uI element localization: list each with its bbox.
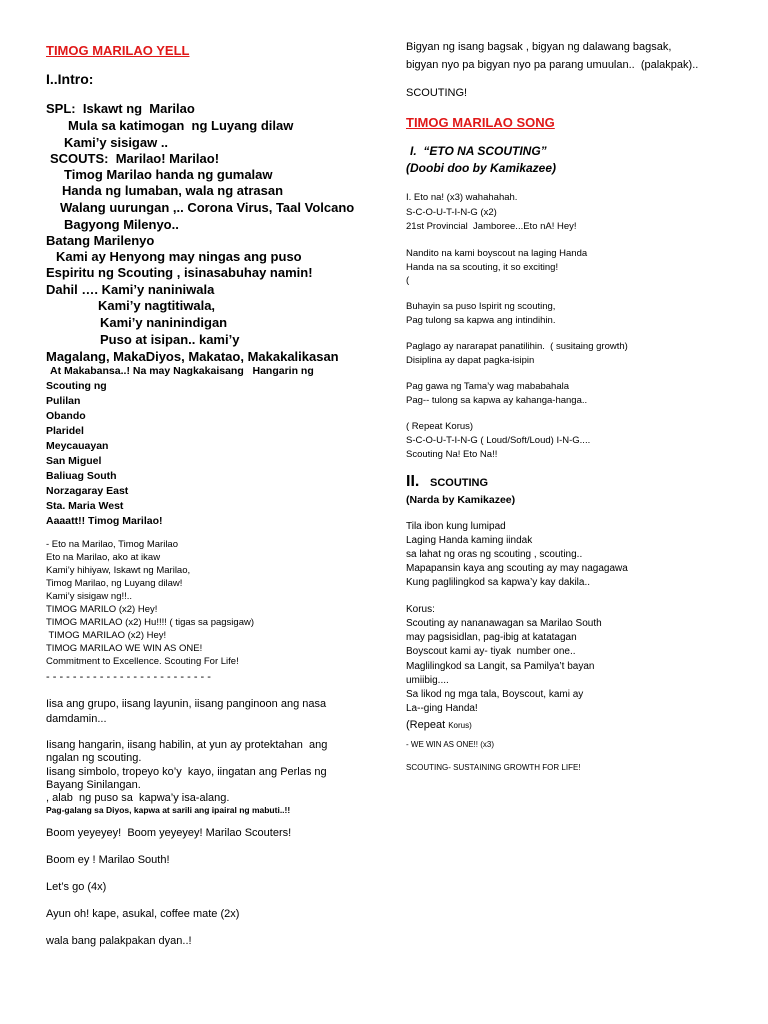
yell-line: Batang Marilenyo xyxy=(46,233,155,248)
song1-line: S-C-O-U-T-I-N-G ( Loud/Soft/Loud) I-N-G.... xyxy=(406,435,591,446)
yell-line: Mula sa katimogan ng Luyang dilaw xyxy=(68,118,294,133)
town-line: San Miguel xyxy=(46,455,102,467)
chant-line: - Eto na Marilao, Timog Marilao xyxy=(46,539,178,550)
pledge-line: , alab ng puso sa kapwa’y isa-alang. xyxy=(46,792,230,804)
song1-line: Buhayin sa puso Ispirit ng scouting, xyxy=(406,301,556,312)
scouting-shout: SCOUTING! xyxy=(406,87,468,99)
repeat-korus xyxy=(406,716,472,733)
song2-number: II. xyxy=(406,473,420,490)
pledge-line: Iisang simbolo, tropeyo ko’y kayo, iingatan ang Perlas ng xyxy=(46,766,327,778)
song1-line: ( Repeat Korus) xyxy=(406,421,474,432)
song1-line: Disiplina ay dapat pagka-isipin xyxy=(406,355,535,366)
end-line: SCOUTING- SUSTAINING GROWTH FOR LIFE! xyxy=(406,763,581,772)
yell-title: TIMOG MARILAO YELL xyxy=(46,43,190,58)
chant-line: Kami’y sisigaw ng!!.. xyxy=(46,591,133,602)
clap-line: Bigyan ng isang bagsak , bigyan ng dalawang bagsak, xyxy=(406,41,672,53)
yell-line: Magalang, MakaDiyos, Makatao, Makakalikasan xyxy=(46,349,339,364)
chant-line: TIMOG MARILAO WE WIN AS ONE! xyxy=(46,643,203,654)
song2-line: umiibig.... xyxy=(406,675,449,686)
song1-line: Scouting Na! Eto Na!! xyxy=(406,449,498,460)
clap-line: bigyan nyo pa bigyan nyo pa parang umuulan.. (palakpak).. xyxy=(406,59,699,71)
chant-line: Timog Marilao, ng Luyang dilaw! xyxy=(46,578,183,589)
yell-line: Puso at isipan.. kami’y xyxy=(100,332,240,347)
town-line: Meycauayan xyxy=(46,440,109,452)
divider-dashes: - - - - - - - - - - - - - - - - - - - - - - - - - xyxy=(46,671,211,683)
song1-line: Paglago ay nararapat panatilihin. ( susitaing growth) xyxy=(406,341,628,352)
song1-line: Pag-- tulong sa kapwa ay kahanga-hanga.. xyxy=(406,395,588,406)
yell-line: Handa ng lumaban, wala ng atrasan xyxy=(62,183,284,198)
pledge-line: Bayang Sinilangan. xyxy=(46,779,141,791)
repeat-korus-label: Korus) xyxy=(448,721,472,730)
yell-line: SPL: Iskawt ng Marilao xyxy=(46,101,195,116)
yell-line: Walang uurungan ,.. Corona Virus, Taal Volcano xyxy=(60,200,355,215)
song1-line: Handa na sa scouting, it so exciting! xyxy=(406,262,559,273)
song2-line: Tila ibon kung lumipad xyxy=(406,521,506,532)
yell-line: Dahil …. Kami’y naniniwala xyxy=(46,282,215,297)
song-title: TIMOG MARILAO SONG xyxy=(406,115,555,130)
song2-line: Sa likod ng mga tala, Boyscout, kami ay xyxy=(406,689,584,700)
closing-line: Let’s go (4x) xyxy=(46,881,107,893)
song2-line: Korus: xyxy=(406,604,435,615)
closing-line: Boom yeyeyey! Boom yeyeyey! Marilao Scouters! xyxy=(46,827,292,839)
chant-line: Eto na Marilao, ako at ikaw xyxy=(46,552,161,563)
yell-line: Espiritu ng Scouting , isinasabuhay namin! xyxy=(46,265,313,280)
song1-subtitle: (Doobi doo by Kamikazee) xyxy=(406,161,557,175)
song2-line: Scouting ay nananawagan sa Marilao South xyxy=(406,618,602,629)
town-line: Aaaatt!! Timog Marilao! xyxy=(46,515,163,527)
song2-subtitle: (Narda by Kamikazee) xyxy=(406,494,516,506)
song1-title: I. “ETO NA SCOUTING” xyxy=(410,144,547,158)
yell-line: Bagyong Milenyo.. xyxy=(64,217,179,232)
song1-line: ( xyxy=(406,275,410,286)
song1-line: Nandito na kami boyscout na laging Handa xyxy=(406,248,588,259)
pledge-line: Iisa ang grupo, iisang layunin, iisang panginoon ang nasa xyxy=(46,698,327,710)
closing-line: Boom ey ! Marilao South! xyxy=(46,854,170,866)
song2-line: Mapapansin kaya ang scouting ay may nagagawa xyxy=(406,563,628,574)
chant-line: TIMOG MARILAO (x2) Hey! xyxy=(46,630,167,641)
town-line: Scouting ng xyxy=(46,380,107,392)
closing-line: Ayun oh! kape, asukal, coffee mate (2x) xyxy=(46,908,240,920)
song2-line: Kung paglilingkod sa kapwa’y kay dakila.. xyxy=(406,577,590,588)
song2-line: Maglilingkod sa Langit, sa Pamilya’t bayan xyxy=(406,661,595,672)
song2-line: La--ging Handa! xyxy=(406,703,478,714)
pledge-line: ngalan ng scouting. xyxy=(46,752,142,764)
chant-line: Kami’y hihiyaw, Iskawt ng Marilao, xyxy=(46,565,191,576)
town-line: Obando xyxy=(46,410,86,422)
closing-line: wala bang palakpakan dyan..! xyxy=(46,935,192,947)
town-line: Baliuag South xyxy=(46,470,117,482)
intro-heading: I..Intro: xyxy=(46,71,94,87)
end-line: - WE WIN AS ONE!! (x3) xyxy=(406,740,495,749)
song1-line: I. Eto na! (x3) wahahahah. xyxy=(406,192,518,203)
song1-line: S-C-O-U-T-I-N-G (x2) xyxy=(406,207,497,218)
yell-line: Kami’y naninindigan xyxy=(100,315,228,330)
chant-line: Commitment to Excellence. Scouting For Life! xyxy=(46,656,239,667)
song1-line: 21st Provincial Jamboree...Eto nA! Hey! xyxy=(406,221,577,232)
yell-line: Kami’y nagtitiwala, xyxy=(98,298,216,313)
town-line: Plaridel xyxy=(46,425,84,437)
song2-line: sa lahat ng oras ng scouting , scouting.. xyxy=(406,549,583,560)
yell-line: Timog Marilao handa ng gumalaw xyxy=(64,167,273,182)
chant-line: TIMOG MARILO (x2) Hey! xyxy=(46,604,158,615)
yell-line: SCOUTS: Marilao! Marilao! xyxy=(50,151,220,166)
song2-title: SCOUTING xyxy=(430,477,489,489)
yell-line: Kami ay Henyong may ningas ang puso xyxy=(56,249,302,264)
town-line: Norzagaray East xyxy=(46,485,129,497)
repeat-label: (Repeat xyxy=(406,719,449,731)
chant-line: TIMOG MARILAO (x2) Hu!!!! ( tigas sa pagsigaw) xyxy=(46,617,254,628)
song1-line: Pag gawa ng Tama’y wag mababahala xyxy=(406,381,570,392)
town-line: Pulilan xyxy=(46,395,81,407)
song2-line: Laging Handa kaming iindak xyxy=(406,535,533,546)
song1-line: Pag tulong sa kapwa ang intindihin. xyxy=(406,315,556,326)
pledge-line: Iisang hangarin, iisang habilin, at yun ay protektahan ang xyxy=(46,739,328,751)
pledge-line: damdamin... xyxy=(46,713,107,725)
town-line: At Makabansa..! Na may Nagkakaisang Hangarin ng xyxy=(50,365,314,377)
yell-line: Kami’y sisigaw .. xyxy=(64,135,169,150)
song2-line: may pagsisidlan, pag-ibig at katatagan xyxy=(406,632,577,643)
song2-line: Boyscout kami ay- tiyak number one.. xyxy=(406,646,576,657)
town-line: Sta. Maria West xyxy=(46,500,124,512)
pledge-line: Pag-galang sa Diyos, kapwa at sarili ang ipairal ng mabuti..!! xyxy=(46,805,291,815)
